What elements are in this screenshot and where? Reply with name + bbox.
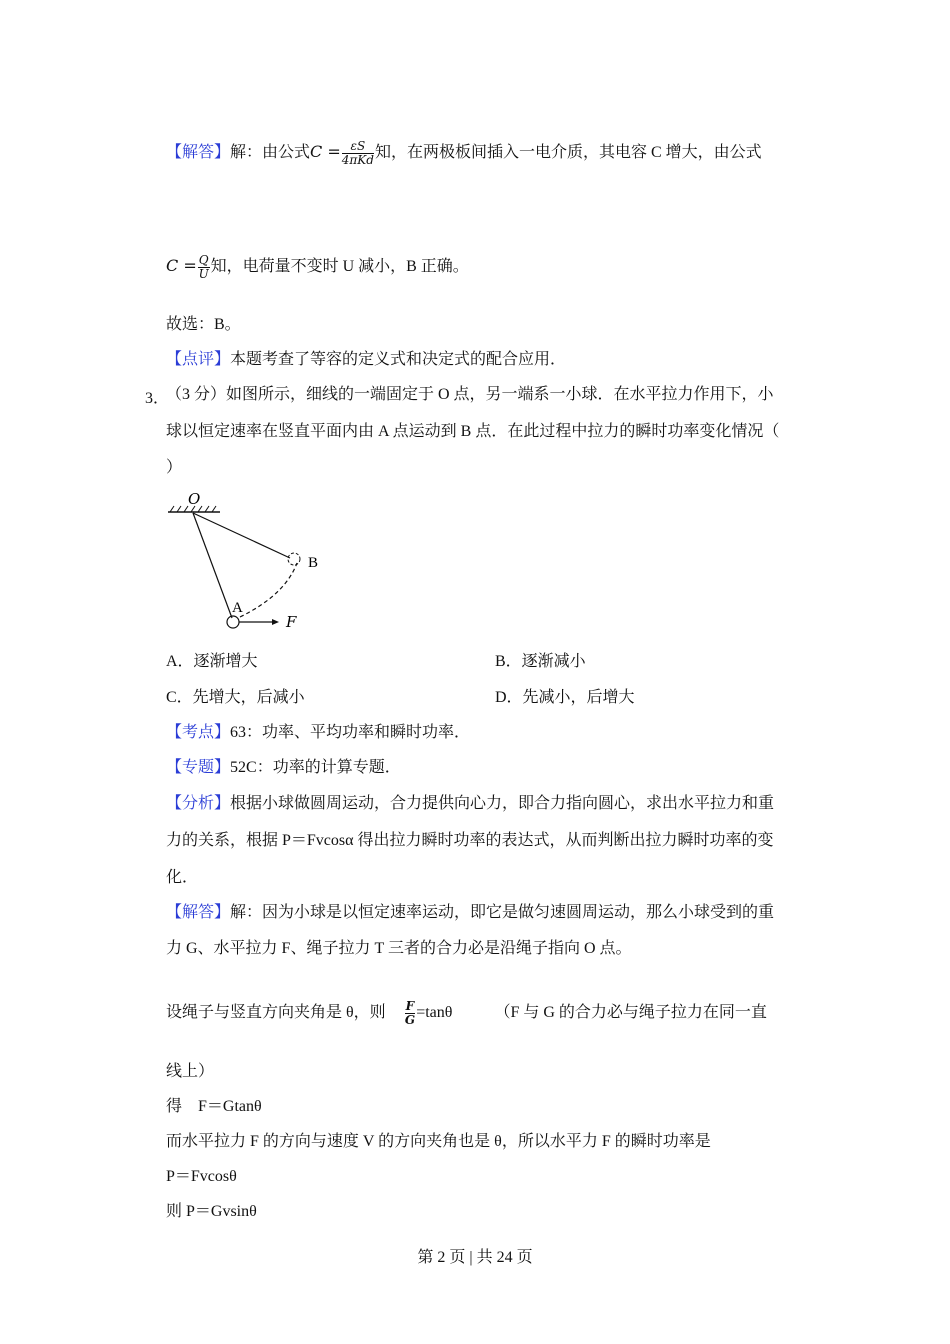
denominator: U bbox=[198, 267, 209, 281]
text: （F 与 G 的合力必与绳子拉力在同一直 bbox=[494, 1004, 767, 1022]
text: =tanθ bbox=[416, 1004, 453, 1022]
text: 本题考查了等容的定义式和决定式的配合应用． bbox=[230, 351, 567, 368]
formula-fraction bbox=[198, 254, 210, 281]
jieda-line-4: 线上） bbox=[166, 1063, 215, 1080]
text: 63：功率、平均功率和瞬时功率． bbox=[230, 724, 471, 741]
jieda-line-2: 力 G、水平拉力 F、绳子拉力 T 三者的合力必是沿绳子指向 O 点。 bbox=[166, 940, 632, 957]
formula-fraction bbox=[342, 140, 374, 167]
question-number: 3． bbox=[145, 390, 170, 407]
jieda-line-1 bbox=[166, 903, 774, 923]
jieda-line-8: 则 P＝Gvsinθ bbox=[166, 1203, 257, 1220]
question-line-2: 球以恒定速率在竖直平面内由 A 点运动到 B 点．在此过程中拉力的瞬时功率变化情况（ bbox=[166, 423, 780, 440]
answer-line-1 bbox=[166, 140, 762, 167]
option-b: B．逐渐减小 bbox=[495, 653, 586, 670]
jieda-line-7: P＝Fvcosθ bbox=[166, 1168, 237, 1185]
fenxi-line-3: 化． bbox=[166, 869, 199, 886]
zhuanti-tag: 【专题】 bbox=[166, 759, 231, 776]
kaodian-tag: 【考点】 bbox=[166, 724, 231, 741]
numerator: F bbox=[405, 999, 415, 1013]
label-o: O bbox=[188, 490, 201, 508]
text: 知，在两极板间插入一电介质，其电容 C 增大，由公式 bbox=[374, 144, 762, 162]
text: 知，电荷量不变时 U 减小，B 正确。 bbox=[210, 258, 469, 276]
pendulum-figure bbox=[160, 485, 340, 635]
question-line-3: ） bbox=[166, 459, 183, 476]
option-c: C．先增大，后减小 bbox=[166, 689, 305, 706]
jieda-line-3 bbox=[166, 1000, 767, 1027]
numerator: εS bbox=[342, 140, 374, 154]
label-b: B bbox=[308, 555, 319, 571]
jieda-line-6: 而水平拉力 F 的方向与速度 V 的方向夹角也是 θ，所以水平力 F 的瞬时功率是 bbox=[166, 1133, 711, 1150]
jieda-line-5: 得 F＝Gtanθ bbox=[166, 1098, 262, 1115]
text: 解：由公式 bbox=[230, 144, 311, 162]
option-d: D．先减小，后增大 bbox=[495, 689, 635, 706]
denominator: G bbox=[404, 1013, 416, 1027]
text: 设绳子与竖直方向夹角是 θ，则 bbox=[166, 1004, 386, 1022]
choice-line: 故选：B。 bbox=[166, 316, 241, 333]
label-f: F bbox=[286, 613, 297, 631]
label-a: A bbox=[232, 600, 243, 616]
formula-lhs: C = bbox=[310, 142, 341, 162]
kaodian-line bbox=[166, 723, 470, 743]
text: 根据小球做圆周运动，合力提供向心力，即合力指向圆心，求出水平拉力和重 bbox=[230, 795, 775, 812]
review-tag: 【点评】 bbox=[166, 351, 231, 368]
question-line-1: （3 分）如图所示，细线的一端固定于 O 点，另一端系一小球．在水平拉力作用下，小 bbox=[166, 386, 774, 403]
fenxi-line-1 bbox=[166, 794, 774, 814]
f-over-g-fraction bbox=[405, 1000, 416, 1027]
jieda-tag: 【解答】 bbox=[166, 904, 231, 921]
formula-lhs: C = bbox=[166, 256, 197, 276]
zhuanti-line bbox=[166, 758, 401, 778]
fenxi-line-2: 力的关系，根据 P＝Fvcosα 得出拉力瞬时功率的表达式，从而判断出拉力瞬时功率的变 bbox=[166, 832, 774, 849]
option-a: A．逐渐增大 bbox=[166, 653, 258, 670]
numerator: Q bbox=[198, 253, 209, 267]
answer-tag: 【解答】 bbox=[166, 144, 231, 162]
fenxi-tag: 【分析】 bbox=[166, 795, 231, 812]
page-footer: 第 2 页 | 共 24 页 bbox=[417, 1249, 533, 1266]
review-line bbox=[166, 350, 566, 370]
text: 52C：功率的计算专题． bbox=[230, 759, 401, 776]
answer-line-2 bbox=[166, 254, 469, 281]
text: 解：因为小球是以恒定速率运动，即它是做匀速圆周运动，那么小球受到的重 bbox=[230, 904, 775, 921]
denominator: 4πKd bbox=[341, 153, 374, 167]
